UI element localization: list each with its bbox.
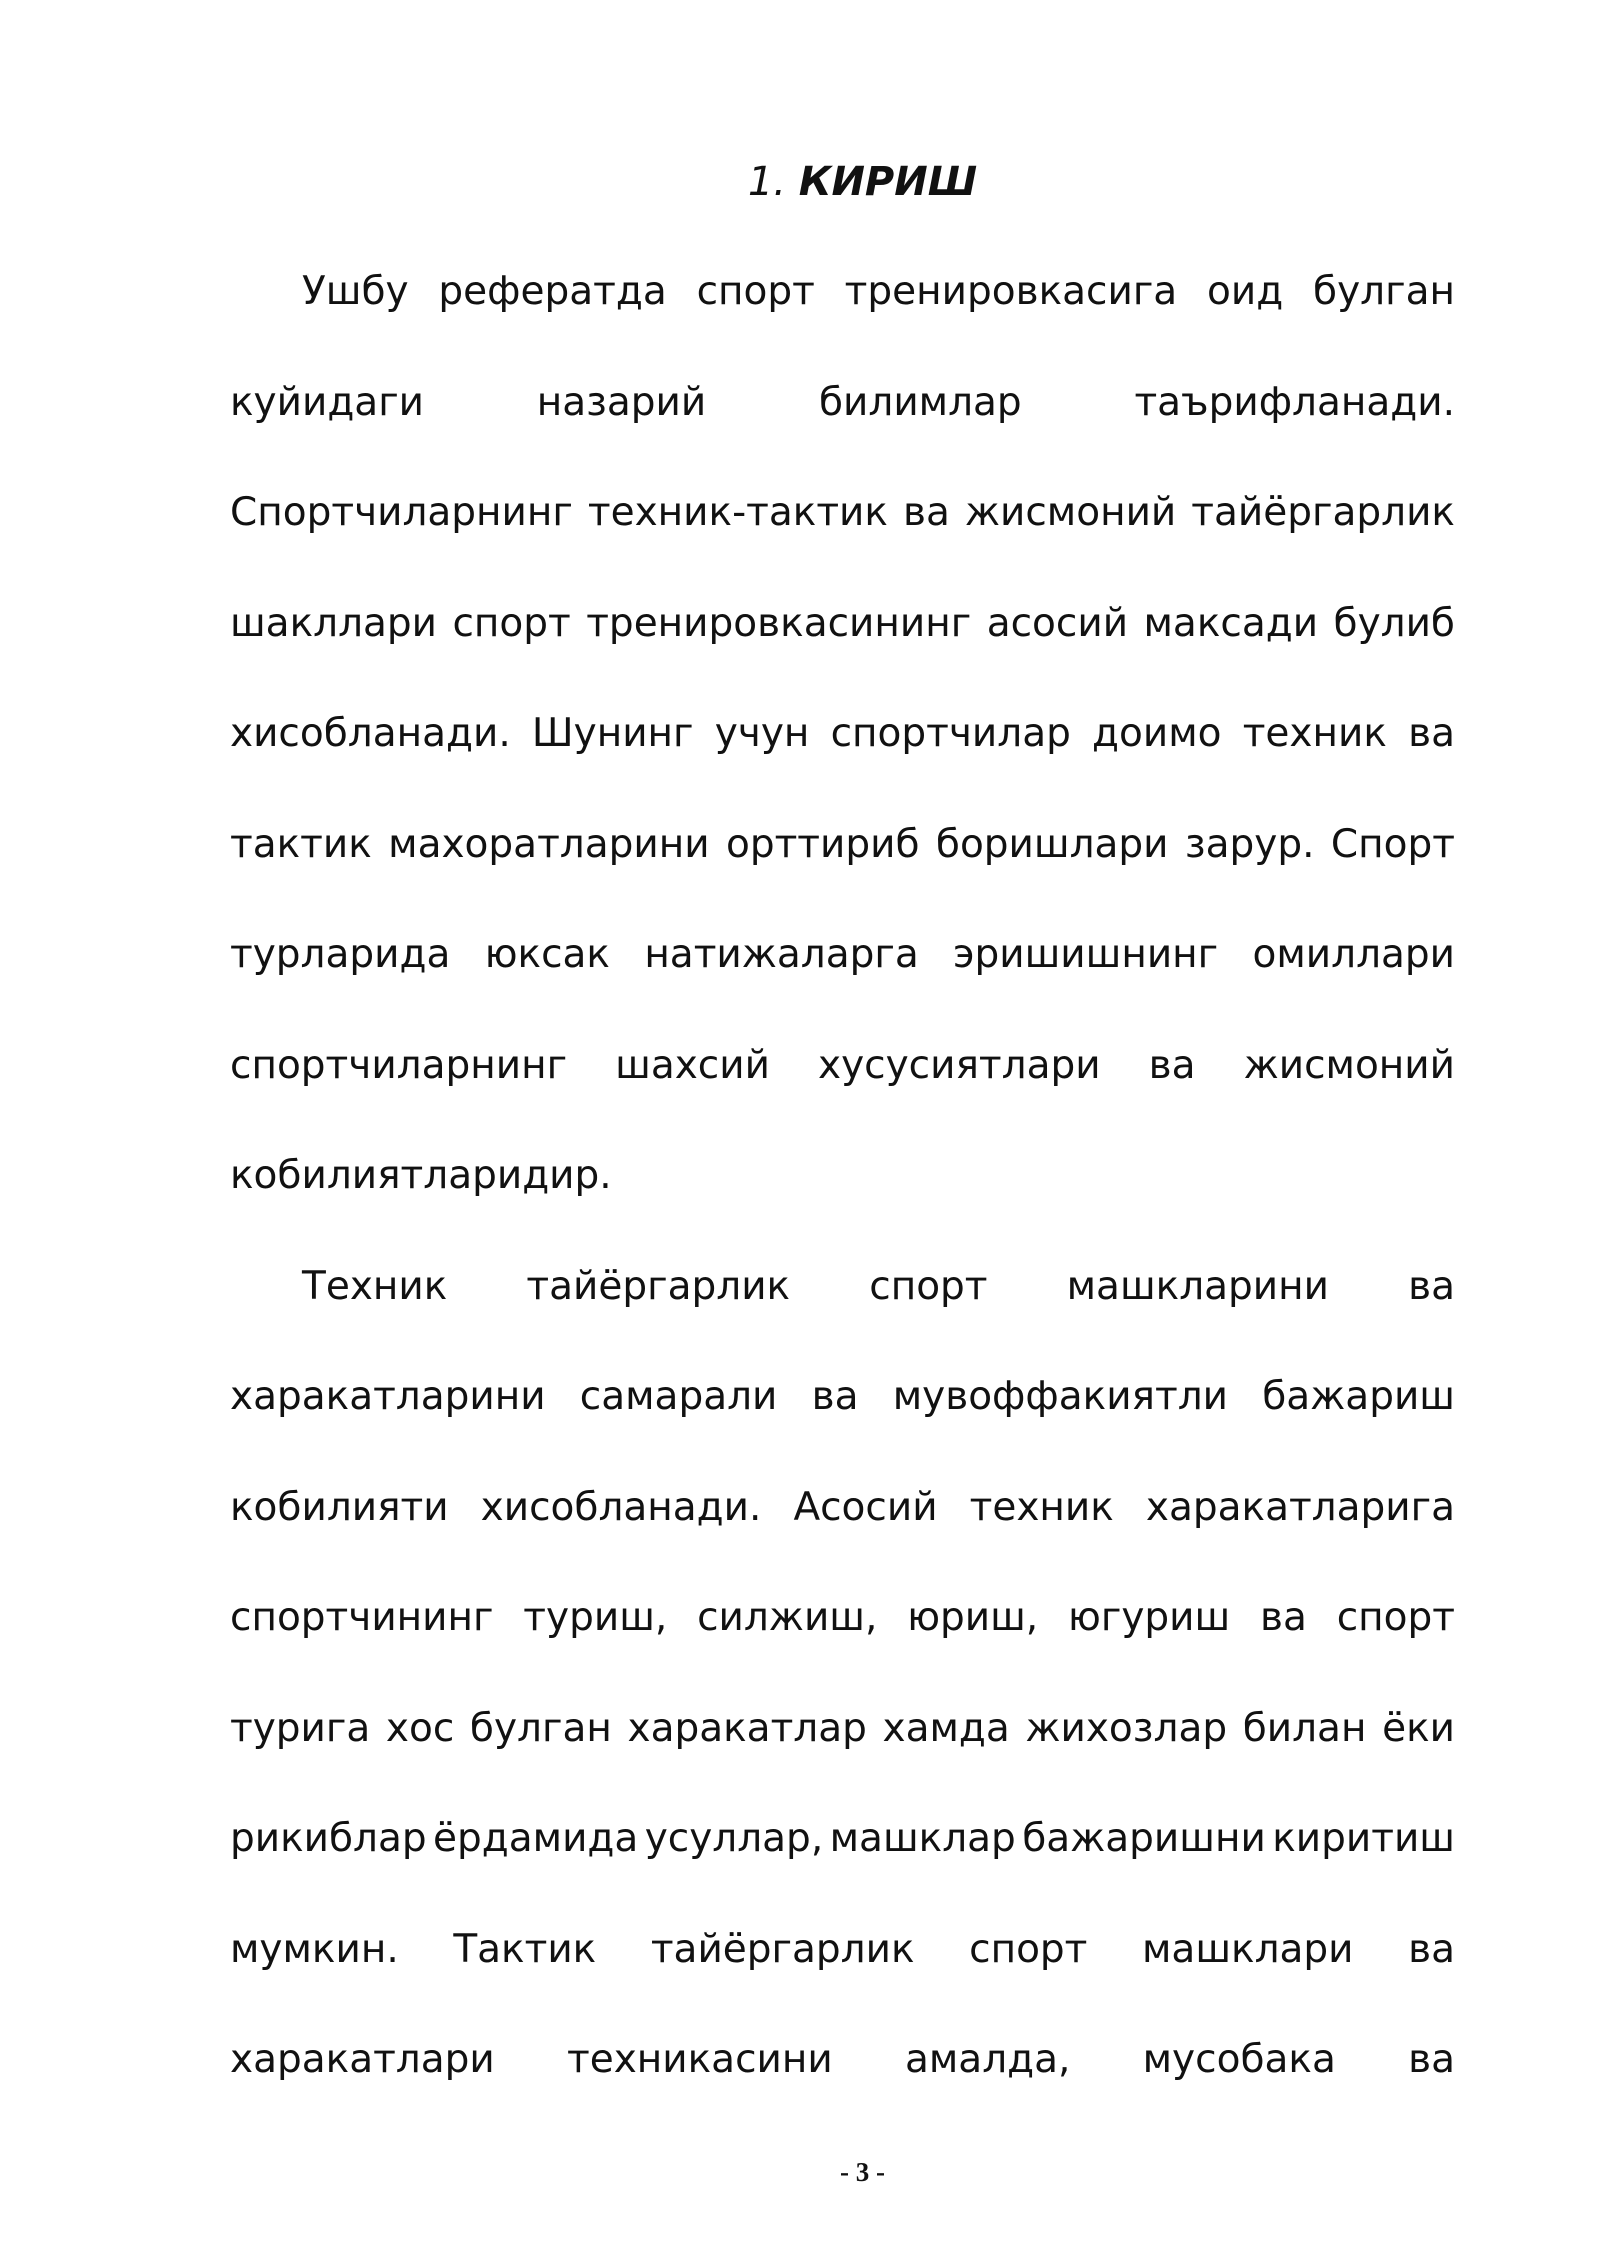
word: бажариш bbox=[1262, 1374, 1455, 1419]
word: назарий bbox=[536, 380, 707, 425]
word: билан bbox=[1242, 1706, 1367, 1751]
text-line bbox=[230, 1367, 1455, 1427]
word: асосий bbox=[986, 601, 1129, 646]
word: ва bbox=[1408, 711, 1455, 756]
word: харакатлар bbox=[627, 1706, 867, 1751]
word: орттириб bbox=[725, 822, 920, 867]
word: техник bbox=[1242, 711, 1387, 756]
word: киритиш bbox=[1272, 1816, 1455, 1861]
word: техникасини bbox=[566, 2037, 833, 2082]
word: спорт bbox=[696, 269, 815, 314]
word: ва bbox=[902, 490, 950, 535]
heading-number: 1. bbox=[747, 159, 787, 205]
word: харакатларига bbox=[1145, 1485, 1455, 1530]
word: тренировкасига bbox=[844, 269, 1178, 314]
word: кобилияти bbox=[230, 1485, 449, 1530]
word: ва bbox=[1260, 1595, 1307, 1640]
word: хос bbox=[385, 1706, 455, 1751]
word: максади bbox=[1143, 601, 1319, 646]
word: ёки bbox=[1382, 1706, 1455, 1751]
text-line bbox=[230, 1920, 1455, 1980]
word: шакллари bbox=[230, 601, 437, 646]
word: турларида bbox=[230, 932, 451, 977]
text-line bbox=[230, 1699, 1455, 1759]
word: махоратларини bbox=[388, 822, 710, 867]
word: Техник bbox=[302, 1264, 448, 1309]
text-line bbox=[230, 1036, 1455, 1096]
word: силжиш, bbox=[697, 1595, 878, 1640]
word: жисмоний bbox=[1243, 1043, 1455, 1088]
text-line bbox=[230, 373, 1455, 433]
word: эришишнинг bbox=[953, 932, 1219, 977]
word: таърифланади. bbox=[1134, 380, 1455, 425]
word: тренировкасининг bbox=[586, 601, 972, 646]
word: Тактик bbox=[453, 1927, 597, 1972]
word: жихозлар bbox=[1025, 1706, 1228, 1751]
word: спорт bbox=[1336, 1595, 1455, 1640]
word: хамда bbox=[882, 1706, 1010, 1751]
word: зарур. bbox=[1184, 822, 1315, 867]
word: ва bbox=[1408, 2037, 1455, 2082]
word: югуриш bbox=[1068, 1595, 1231, 1640]
word: спортчининг bbox=[230, 1595, 494, 1640]
word: куйидаги bbox=[230, 380, 425, 425]
word: омиллари bbox=[1252, 932, 1455, 977]
word: хисобланади. bbox=[480, 1485, 762, 1530]
word: усуллар, bbox=[644, 1816, 824, 1861]
text-line bbox=[230, 594, 1455, 654]
word: ва bbox=[1408, 1927, 1455, 1972]
word: туриш, bbox=[523, 1595, 668, 1640]
word: машклари bbox=[1142, 1927, 1354, 1972]
word: ёрдамида bbox=[433, 1816, 639, 1861]
word: рефератда bbox=[438, 269, 667, 314]
word: турига bbox=[230, 1706, 371, 1751]
word: спортчилар bbox=[830, 711, 1071, 756]
word: ва bbox=[1148, 1043, 1196, 1088]
word: спорт bbox=[452, 601, 571, 646]
word: ва bbox=[1408, 1264, 1455, 1309]
section-heading bbox=[0, 152, 1600, 212]
word: мумкин. bbox=[230, 1927, 399, 1972]
text-line bbox=[230, 2030, 1455, 2090]
word: мувоффакиятли bbox=[892, 1374, 1228, 1419]
word: Шунинг bbox=[531, 711, 694, 756]
word: оид bbox=[1207, 269, 1284, 314]
text-line bbox=[230, 262, 1455, 322]
word: самарали bbox=[579, 1374, 778, 1419]
word: жисмоний bbox=[964, 490, 1177, 535]
word: рикиблар bbox=[230, 1816, 427, 1861]
word: спорт bbox=[869, 1264, 988, 1309]
text-line bbox=[230, 483, 1455, 543]
word: спорт bbox=[969, 1927, 1088, 1972]
word: хисобланади. bbox=[230, 711, 511, 756]
word: Спорт bbox=[1330, 822, 1455, 867]
word: кобилиятларидир. bbox=[230, 1153, 612, 1198]
text-line bbox=[230, 704, 1455, 764]
word: натижаларга bbox=[644, 932, 919, 977]
word: булган bbox=[1313, 269, 1455, 314]
word: булган bbox=[469, 1706, 612, 1751]
word: Ушбу bbox=[302, 269, 409, 314]
word: булиб bbox=[1333, 601, 1455, 646]
text-line bbox=[230, 1478, 1455, 1538]
word: шахсий bbox=[615, 1043, 770, 1088]
word: ва bbox=[811, 1374, 859, 1419]
word: харакатларини bbox=[230, 1374, 546, 1419]
word: бажаришни bbox=[1022, 1816, 1266, 1861]
word: машклар bbox=[829, 1816, 1016, 1861]
word: тайёргарлик bbox=[1191, 490, 1455, 535]
word: техник-тактик bbox=[587, 490, 888, 535]
word: доимо bbox=[1092, 711, 1222, 756]
text-line bbox=[230, 1146, 1455, 1206]
word: юриш, bbox=[907, 1595, 1039, 1640]
text-line bbox=[230, 1588, 1455, 1648]
word: билимлар bbox=[819, 380, 1022, 425]
word: спортчиларнинг bbox=[230, 1043, 568, 1088]
word: машкларини bbox=[1066, 1264, 1329, 1309]
word: тактик bbox=[230, 822, 372, 867]
word: харакатлари bbox=[230, 2037, 495, 2082]
word: амалда, bbox=[904, 2037, 1071, 2082]
word: боришлари bbox=[935, 822, 1169, 867]
word: мусобака bbox=[1142, 2037, 1336, 2082]
text-line bbox=[230, 925, 1455, 985]
word: тайёргарлик bbox=[526, 1264, 791, 1309]
text-line bbox=[230, 1809, 1455, 1869]
heading-title: КИРИШ bbox=[798, 159, 978, 205]
word: юксак bbox=[484, 932, 610, 977]
word: техник bbox=[969, 1485, 1114, 1530]
page-number: - 3 - bbox=[840, 2157, 885, 2187]
word: Спортчиларнинг bbox=[230, 490, 573, 535]
word: тайёргарлик bbox=[650, 1927, 915, 1972]
word: Асосий bbox=[793, 1485, 938, 1530]
word: учун bbox=[714, 711, 810, 756]
text-line bbox=[230, 1257, 1455, 1317]
text-line bbox=[230, 815, 1455, 875]
word: хусусиятлари bbox=[818, 1043, 1101, 1088]
